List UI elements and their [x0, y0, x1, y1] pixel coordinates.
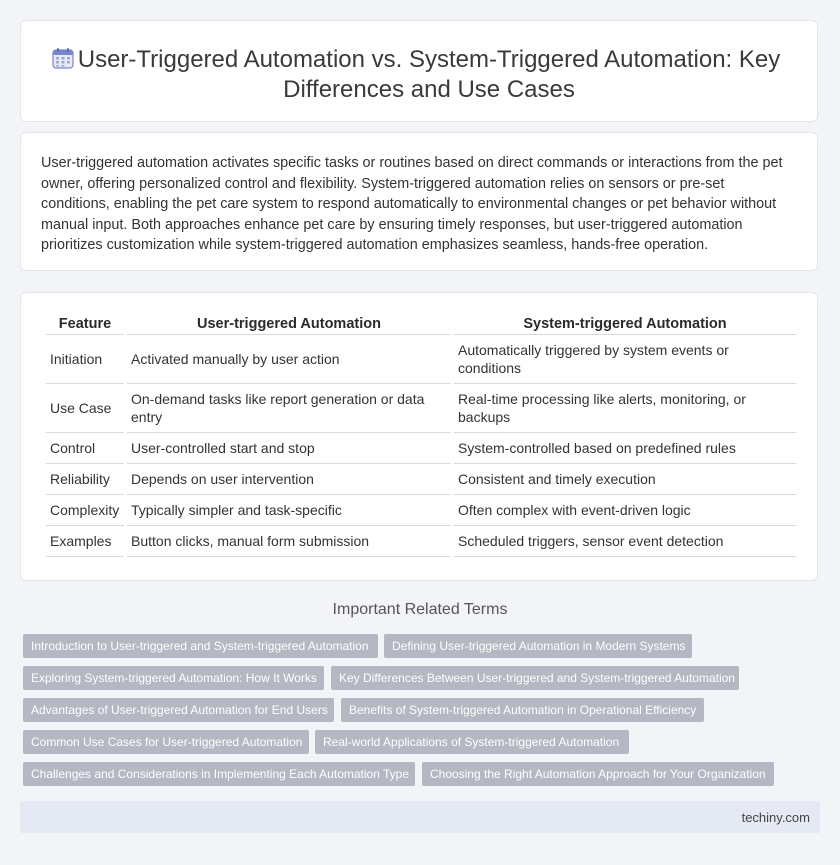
related-term-tag[interactable]: Challenges and Considerations in Implementing Each Automation Type [23, 762, 415, 786]
table-row [46, 335, 796, 384]
comparison-card [20, 292, 818, 581]
intro-card [20, 132, 818, 271]
related-term-tag[interactable]: Introduction to User-triggered and System-triggered Automation [23, 634, 378, 658]
table-row [46, 526, 796, 557]
header-user-triggered: User-triggered Automation [127, 313, 451, 335]
page-title: User-Triggered Automation vs. System-Triggered Automation: Key Differences and Use Cases [77, 46, 781, 103]
header-feature: Feature [46, 313, 124, 335]
related-term-tag[interactable]: Choosing the Right Automation Approach for Your Organization [422, 762, 774, 786]
system-cell: Often complex with event-driven logic [454, 495, 796, 526]
feature-cell: Use Case [46, 384, 124, 433]
footer-brand[interactable]: techiny.com [741, 810, 810, 825]
feature-cell: Initiation [46, 335, 124, 384]
feature-cell: Complexity [46, 495, 124, 526]
system-cell: Real-time processing like alerts, monitoring, or backups [454, 384, 796, 433]
feature-cell: Reliability [46, 464, 124, 495]
related-term-tag[interactable]: Real-world Applications of System-triggered Automation [315, 730, 629, 754]
footer [20, 801, 820, 833]
system-cell: Automatically triggered by system events or conditions [454, 335, 796, 384]
related-term-tag[interactable]: Key Differences Between User-triggered and System-triggered Automation [331, 666, 739, 690]
system-cell: System-controlled based on predefined rules [454, 433, 796, 464]
title-card [20, 20, 818, 122]
header-system-triggered: System-triggered Automation [454, 313, 796, 335]
table-row [46, 433, 796, 464]
user-cell: Depends on user intervention [127, 464, 451, 495]
table-row [46, 495, 796, 526]
system-cell: Scheduled triggers, sensor event detection [454, 526, 796, 557]
related-term-tag[interactable]: Advantages of User-triggered Automation for End Users [23, 698, 334, 722]
related-term-tag[interactable]: Common Use Cases for User-triggered Automation [23, 730, 309, 754]
user-cell: Button clicks, manual form submission [127, 526, 451, 557]
table-row [46, 384, 796, 433]
user-cell: User-controlled start and stop [127, 433, 451, 464]
related-terms-heading: Important Related Terms [332, 601, 508, 618]
intro-paragraph: User-triggered automation activates specific tasks or routines based on direct commands or interactions from the pet owner, offering personalized control and flexibility. System-triggered automation relies on sensors or pre-set conditions, enabling the pet care system to respond automatically to environmental changes or pet behavior without manual input. Both approaches enhance pet care by ensuring timely responses, but user-triggered automation prioritizes customization while system-triggered automation emphasizes seamless, hands-free operation. [41, 155, 783, 253]
related-term-tag[interactable]: Benefits of System-triggered Automation in Operational Efficiency [341, 698, 704, 722]
comparison-table [43, 313, 799, 557]
user-cell: Typically simpler and task-specific [127, 495, 451, 526]
table-row [46, 464, 796, 495]
related-term-tag[interactable]: Exploring System-triggered Automation: How It Works [23, 666, 324, 690]
user-cell: Activated manually by user action [127, 335, 451, 384]
feature-cell: Examples [46, 526, 124, 557]
system-cell: Consistent and timely execution [454, 464, 796, 495]
user-cell: On-demand tasks like report generation or data entry [127, 384, 451, 433]
feature-cell: Control [46, 433, 124, 464]
table-header-row [46, 313, 796, 335]
related-term-tag[interactable]: Defining User-triggered Automation in Modern Systems [384, 634, 692, 658]
